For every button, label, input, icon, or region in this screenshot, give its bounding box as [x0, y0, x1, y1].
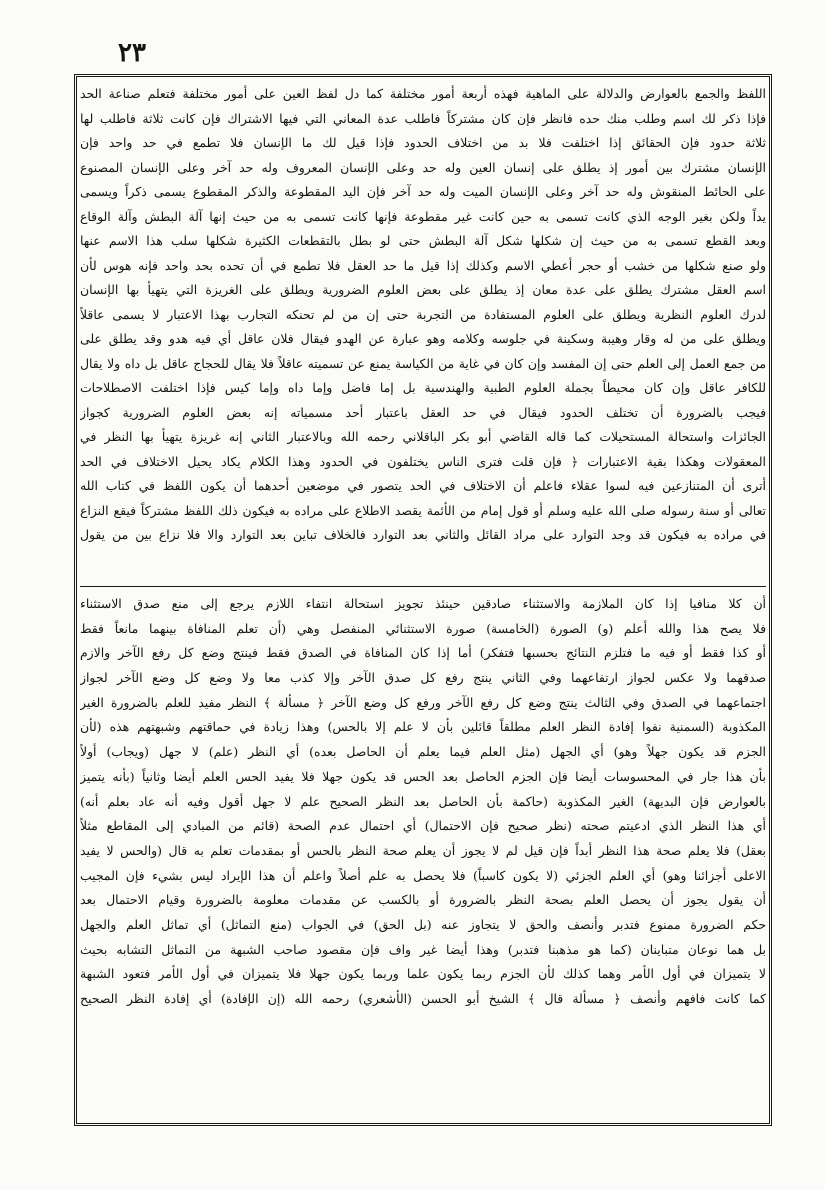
commentary-line: اسم العقل مشترك يطلق على عدة معان إذ يطلق على بعض العلوم الضرورية ويطلق على الغريزة التي يتهيأ بها الإنسان	[80, 282, 766, 297]
main-text-line: أن كلا منافيا إذا كان الملازمة والاستثناء صادقين حينئذ تجويز استحالة انتفاء اللازم يرجع إلى منع صدق الاستثناء	[80, 596, 766, 611]
commentary-line: تعالى أو سنة رسوله صلى الله عليه وسلم أو قول إمام من الأئمة يقصد الاطلاع على مراده به فيكون ذلك اللفظ مشتركاً فيقع النزاع	[80, 502, 766, 518]
main-text-line: لا يتميزان في أول الأمر وهما كذلك لأن الجزم ربما يكون علما وربما يكون جهلا فلا يتميزان في أول الأمر فتعود الشبهة	[80, 966, 766, 982]
main-text-line: كما كانت فافهم وأنصف ﴿ مسألة قال ﴾ الشيخ أبو الحسن (الأشعري) رحمه الله (إن الإفادة) أي إفادة النظر الصحيح	[80, 991, 766, 1006]
commentary-line: ويطلق على من له وقار وهيبة وسكينة في جلوسه وكلامه وهو عبارة عن الهدو فيقال فلان عاقل أي فيه هدو وقد يطلق على	[80, 331, 766, 346]
main-text-line: المكذوبة (السمنية نفوا إفادة النظر العلم مطلقاً قائلين بأن لا علم إلا بالحس) وهذا زيادة في حماقتهم وشبهتهم هذه (لأن	[80, 719, 766, 735]
section-divider	[80, 586, 766, 587]
main-text-line: صدقهما ولا عكس لجواز ارتفاعهما وفي الثاني ينتج رفع كل صدق الآخر وإلا كذب معا ولا وضع كل وضع الآخر لجواز	[80, 670, 766, 686]
main-text-line: حكم الضرورة ممنوع فتدبر وأنصف والحق لا يتجاوز عنه (بل الحق) في الجواب (منع التماثل) أي تماثل العلم والجهل	[80, 916, 766, 932]
commentary-line: يداً ولكن بغير الوجه الذي كانت تسمى به حين كانت غير مقطوعة فإنها كانت تسمى به من حيث إنها آلة البطش وآلة الوقاع	[80, 208, 766, 224]
commentary-line: في مراده به فيكون قد وجد التوارد على مراد القائل والثاني بعد التوارد فالخلاف تباين بعد التوارد والا فلا نزاع بين من يقول	[80, 527, 766, 542]
commentary-line: اللفظ والجمع بالعوارض والدلالة على الماهية فهذه أربعة أمور مختلفة كما دل لفظ العين على أمور مختلفة فتعلم صناعة الحد	[80, 86, 766, 101]
commentary-block	[80, 82, 766, 582]
main-text-line: أي هذا النظر الذي ادعيتم صحته (نظر صحيح فإن الاحتمال) أي احتمال عدم الصحة (قائم من المبادي إلى المقاطع مثلاً	[80, 818, 766, 834]
main-text-line: بل هما نوعان متباينان (كما هو مذهبنا فتدبر) وهذا أيضا غير واف فإن مقصود صاحب الشبهة من التماثل التشابه بحيث	[80, 941, 766, 957]
commentary-line: الإنسان مشترك بين أمور إذ يطلق على إنسان العين وله حد وعلى الإنسان المعروف وله حد آخر وعلى الإنسان المصنوع	[80, 159, 766, 175]
commentary-line: أترى أن المتنازعين فيه لسوا عقلاء فاعلم أن الاختلاف في الحد يتصور في موضعين أحدهما أن يكون اللفظ في كتاب الله	[80, 478, 766, 493]
main-text-line: فلا يصح هذا والله أعلم (و) الصورة (الخامسة) صورة الاستثنائي المنفصل وهي (أن تعلم المنافاة بينهما مانعاً فقط	[80, 620, 766, 636]
main-text-line: بعقل) فلا يعلم صحة هذا النظر أبداً فإن قيل لم لا يجوز أن يعلم صحة النظر بالحس أو بمقدمات تعلم به قال (والحس لا يفيد	[80, 842, 766, 858]
main-text-line: أن يقول يجوز أن يحصل العلم بصحة النظر بالضرورة أو بالكسب عن مقدمات معلومة بالضرورة وقيام الاحتمال بعد	[80, 892, 766, 908]
commentary-line: المعقولات وهكذا بقية الاعتبارات ﴿ فإن قلت فترى الناس يختلفون في الحدود وهذا الكلام يكاد يحيل الاختلاف في الحد	[80, 453, 766, 469]
main-text-line: بأن هذا جار في المحسوسات أيضا فإن الجزم الحاصل بعد الحس قد يكون جهلا فلا يفيد الحس العلم أيضا وثانياً (بأنه يتميز	[80, 768, 766, 784]
commentary-line: للكافر عاقل وإن كان محيطاً بجملة العلوم الطبية والهندسية بل إما فاضل وإما داه وإما كيس فإذا اختلفت الاصطلاحات	[80, 380, 766, 395]
page-number: ٢٣	[118, 38, 146, 68]
commentary-line: فيجب بالضرورة أن تختلف الحدود فيقال في حد العقل باعتبار أحد مسمياته إنه بعض العلوم الضرورية كجواز	[80, 404, 766, 420]
commentary-line: لدرك العلوم النظرية ويطلق على العلوم المستفادة من التجربة حتى إن من لم تحنكه التجارب بهذا الاعتبار لا يسمى عاقلاً	[80, 306, 766, 322]
main-text-line: اجتماعهما في الصدق وفي الثالث ينتج وضع كل رفع الآخر ورفع كل وضع الآخر ﴿ مسألة ﴾ النظر مفيد للعلم بالضرورة الغير	[80, 694, 766, 710]
main-text-block	[80, 592, 766, 1118]
main-text-line: بالعوارض فإن البديهة) الغير المكذوبة (حاكمة بأن الحاصل بعد النظر الصحيح علم لا جهل أقول وفيه أنه عاد بعلم أنه)	[80, 793, 766, 809]
commentary-line: الجائزات واستحالة المستحيلات كما قاله القاضي أبو بكر الباقلاني رحمه الله وبالاعتبار الثاني إنه غريزة يتهيأ بها النظر في	[80, 429, 766, 444]
commentary-line: ولو صنع شكلها من خشب أو حجر أعطي الاسم وكذلك إذا قيل ما حد العقل فلا تطمع في أن تحده بحد واحد فإنه هوس لأن	[80, 257, 766, 273]
main-text-line: أو كذا فقط أو فيه ما فتلزم النتائج بحسبها فتفكر) أما إذا كان المنافاة في الصدق فقط فينتج وضع كل رفع الآخر والازم	[80, 645, 766, 661]
commentary-line: ثلاثة حدود فإن الحقائق إذا اختلفت فلا بد من اختلاف الحدود فإذا قيل لك ما الإنسان فلا تطمع في حد واحد فإن	[80, 135, 766, 150]
main-text-line: الاعلى أجزائنا وهو) أي العلم الجزئي (لا يكون كاسباً) فلا يحصل به علم أصلاً واعلم أن هذا الإيراد ليس بشيء فإن المجيب	[80, 867, 766, 883]
main-text-line: الجزم قد يكون جهلاً وهو) أي الجهل (مثل العلم فيما يعلم أن الحاصل بعده) أي النظر (علم) لا جهل (ويجاب) أولاً	[80, 744, 766, 760]
commentary-line: وبعد القطع تسمى به من حيث إن شكلها شكل آلة البطش حتى لو بطل بالتقطعات الكثيرة شكلها سلب هذا الاسم عنها	[80, 233, 766, 248]
commentary-line: من جمع العمل إلى العلم حتى إن المفسد وإن كان في غاية من الكياسة يمنع عن تسميته عاقلاً فلا يقال للحجاج عاقل بل داه ولا يقال	[80, 355, 766, 371]
commentary-line: فإذا ذكر لك اسم وطلب منك حده فانظر فإن كان مشتركاً فاطلب عدة المعاني التي فيها الاشتراك فإن كانت ثلاثة فاطلب لها	[80, 110, 766, 126]
commentary-line: على الحائط المنقوش وله حد آخر وعلى الإنسان الميت وله حد آخر فإن اليد المقطوعة والذكر المقطوع يسمى ذكراً ويسمى	[80, 184, 766, 199]
